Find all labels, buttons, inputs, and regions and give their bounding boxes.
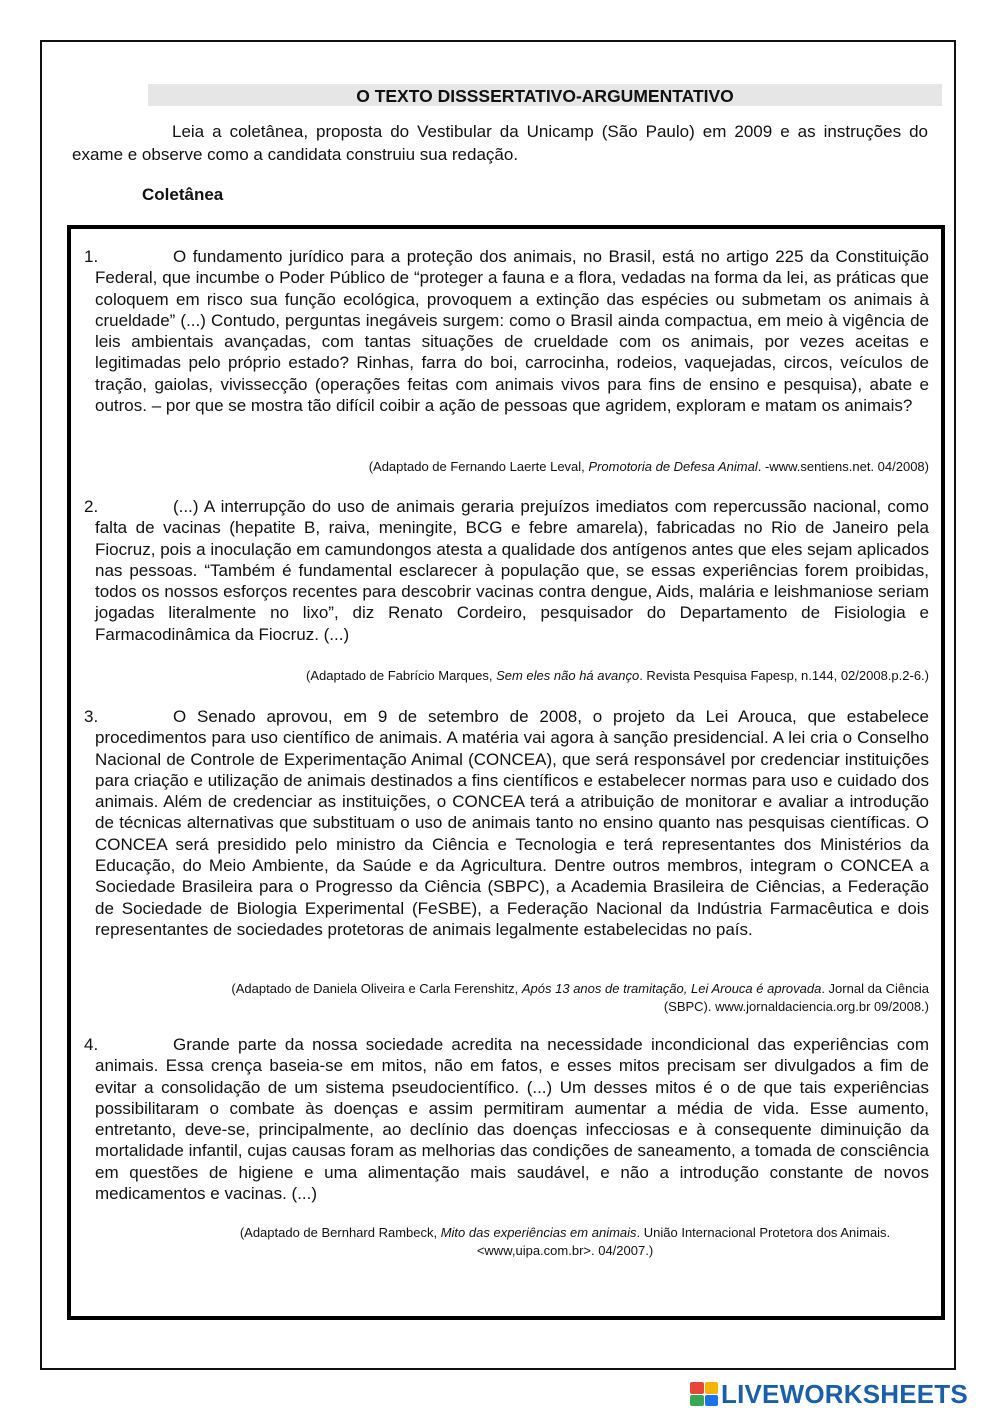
item-text: O Senado aprovou, em 9 de setembro de 2008, o projeto da Lei Arouca, que estabelece procedimentos para uso científico de animais. A matéria vai agora à sanção presidencial. A lei cria o Conselho Nacional de Controle de Experimentação Animal (CONCEA), que será responsável por credenciar instituições para criação e utilização de animais destinados a fins científicos e estabelecer normas para uso e cuidado dos animais. Além de credenciar as instituições, o CONCEA terá a atribuição de monitorar e avaliar a introdução de técnicas alternativas que substituam o uso de animais tanto no ensino quanto nas pesquisas científicas. O CONCEA será presidido pelo ministro da Ciência e Tecnologia e terá representantes dos Ministérios da Educação, do Meio Ambiente, da Saúde e da Agricultura. Dentre outros membros, integram o CONCEA a Sociedade Brasileira para o Progresso da Ciência (SBPC), a Academia Brasileira de Ciências, a Federação de Sociedade de Biologia Experimental (FeSBE), a Federação Nacional da Indústria Farmacêutica e dois representantes de sociedades protetoras de animais legalmente estabelecidas no país. [95, 707, 929, 939]
item-number: 4. [84, 1035, 99, 1054]
collection-item-2 [84, 496, 929, 645]
liveworksheets-logo[interactable] [690, 1381, 968, 1407]
page-title: O TEXTO DISSSERTATIVO-ARGUMENTATIVO [356, 86, 734, 106]
intro-paragraph: Leia a coletânea, proposta do Vestibular da Unicamp (São Paulo) em 2009 e as instruções do exame e observe como a candidata construiu sua redação. [72, 122, 928, 164]
collection-item-4 [84, 1034, 929, 1204]
item-number: 1. [84, 247, 99, 266]
item-source: (Adaptado de Daniela Oliveira e Carla Ferenshitz, Após 13 anos de tramitação, Lei Arouca é aprovada. Jornal da Ciência (SBPC). www.jornaldaciencia.org.br 09/2008.) [231, 981, 929, 1014]
collection-heading: Coletânea [142, 185, 224, 204]
item-number: 2. [84, 497, 99, 516]
item-text: Grande parte da nossa sociedade acredita na necessidade incondicional das experiências com animais. Essa crença baseia-se em mitos, não em fatos, e esses mitos precisam ser divulgados a fim de evitar a consolidação de um sistema pseudocientífico. (...) Um desses mitos é o de que tais experiências possibilitaram o combate às doenças e assim permitiram aumentar a média de vida. Esse aumento, entretanto, deve-se, principalmente, ao declínio das doenças infecciosas e à consequente diminuição da mortalidade infantil, cujas causas foram as melhorias das condições de saneamento, a tomada de consciência em questões de higiene e uma alimentação mais saudável, e não a introdução constante de novos medicamentos e vacinas. (...) [95, 1035, 929, 1204]
item-text: O fundamento jurídico para a proteção dos animais, no Brasil, está no artigo 225 da Constituição Federal, que incumbe o Poder Público de “proteger a fauna e a flora, vedadas na forma da lei, as práticas que coloquem em risco sua função ecológica, provoquem a extinção das espécies ou submetam os animais à crueldade” (...) Contudo, perguntas inegáveis surgem: como o Brasil ainda compactua, em meio à vigência de leis ambientais avançadas, com tantas situações de crueldade com os animais, por vezes aceitas e legitimadas pelo próprio estado? Rinhas, farra do boi, carrocinha, rodeios, vaquejadas, circos, veículos de tração, gaiolas, vivissecção (operações feitas com animais vivos para fins de ensino e pesquisa), abate e outros. – por que se mostra tão difícil coibir a ação de pessoas que agridem, exploram e matam os animais? [95, 247, 929, 416]
collection-item-3 [84, 706, 929, 940]
item-source: (Adaptado de Fabrício Marques, Sem eles não há avanço. Revista Pesquisa Fapesp, n.144, 02/2008.p.2-6.) [306, 668, 929, 683]
collection-item-1 [84, 246, 929, 416]
logo-icon [690, 1382, 718, 1406]
item-source: (Adaptado de Fernando Laerte Leval, Promotoria de Defesa Animal. -www.sentiens.net. 04/2008) [368, 459, 929, 474]
logo-text: LIVEWORKSHEETS [721, 1379, 968, 1409]
item-text: (...) A interrupção do uso de animais geraria prejuízos imediatos com repercussão nacional, como falta de vacinas (hepatite B, raiva, meningite, BCG e febre amarela), fabricadas no Rio de Janeiro pela Fiocruz, pois a inoculação em camundongos atesta a qualidade dos antígenos antes que eles sejam aplicados nas pessoas. “Também é fundamental esclarecer à população que, se essas experiências forem proibidas, todos os nossos esforços recentes para descobrir vacinas contra dengue, Aids, malária e leishmaniose seriam jogadas literalmente no lixo”, diz Renato Cordeiro, pesquisador do Departamento de Fisiologia e Farmacodinâmica da Fiocruz. (...) [95, 497, 929, 644]
item-number: 3. [84, 707, 99, 726]
item-source: (Adaptado de Bernhard Rambeck, Mito das experiências em animais. União Internacional Protetora dos Animais. <www,uipa.com.br>. 04/2007.) [239, 1225, 891, 1258]
